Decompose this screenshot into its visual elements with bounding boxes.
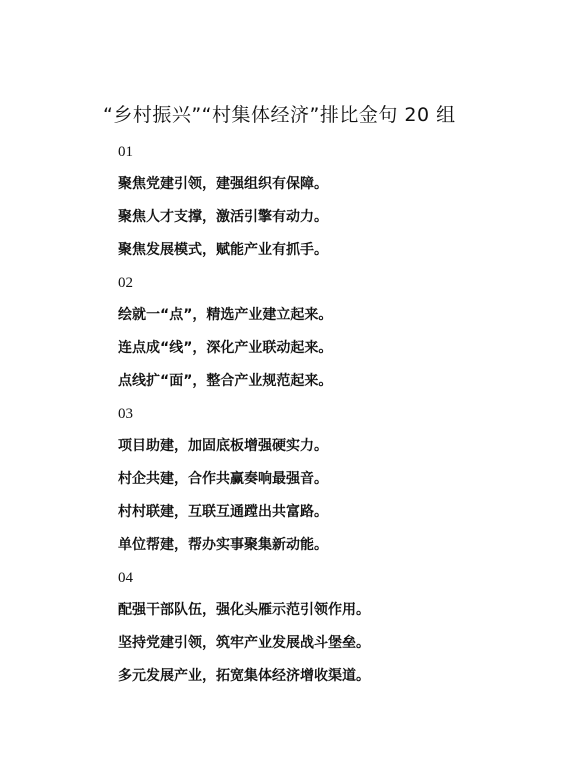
document-body bbox=[118, 140, 558, 697]
document-title: “乡村振兴”“村集体经济”排比金句 20 组 bbox=[103, 104, 456, 126]
section-03 bbox=[118, 402, 558, 558]
sentence-line: 多元发展产业，拓宽集体经济增收渠道。 bbox=[118, 668, 370, 684]
section-number: 04 bbox=[118, 570, 133, 586]
sentence-line: 绘就一“点”，精选产业建立起来。 bbox=[118, 307, 333, 323]
sentence-line: 坚持党建引领，筑牢产业发展战斗堡垒。 bbox=[118, 635, 370, 651]
sentence-line: 聚焦党建引领，建强组织有保障。 bbox=[118, 176, 328, 192]
sentence-line: 村企共建，合作共赢奏响最强音。 bbox=[118, 471, 328, 487]
sentence-line: 连点成“线”，深化产业联动起来。 bbox=[118, 340, 333, 356]
section-number: 02 bbox=[118, 275, 133, 291]
sentence-line: 村村联建，互联互通蹚出共富路。 bbox=[118, 504, 328, 520]
sentence-line: 单位帮建，帮办实事聚集新动能。 bbox=[118, 537, 328, 553]
sentence-line: 点线扩“面”，整合产业规范起来。 bbox=[118, 373, 333, 389]
sentence-line: 配强干部队伍，强化头雁示范引领作用。 bbox=[118, 602, 370, 618]
section-01 bbox=[118, 140, 558, 263]
sentence-line: 聚焦人才支撑，激活引擎有动力。 bbox=[118, 209, 328, 225]
section-number: 01 bbox=[118, 144, 133, 160]
sentence-line: 项目助建，加固底板增强硬实力。 bbox=[118, 438, 328, 454]
sentence-line: 聚焦发展模式，赋能产业有抓手。 bbox=[118, 242, 328, 258]
section-number: 03 bbox=[118, 406, 133, 422]
section-04 bbox=[118, 566, 558, 689]
section-02 bbox=[118, 271, 558, 394]
